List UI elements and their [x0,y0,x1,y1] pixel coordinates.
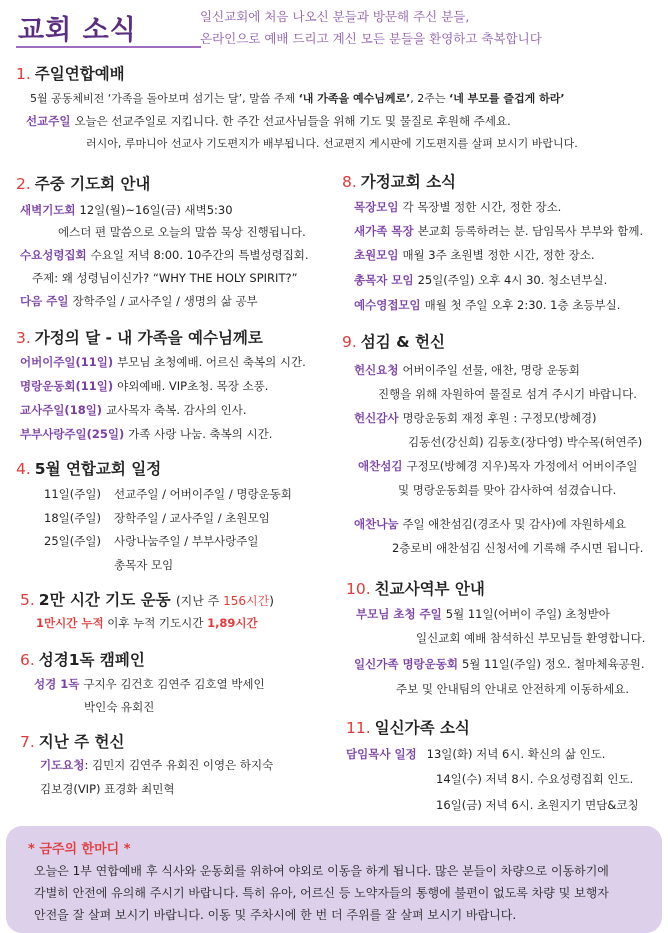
welcome-message [200,6,660,50]
s11-line-1: 담임목사 일정 13일(화) 저녁 6시. 확신의 삶 인도. [346,747,606,761]
s9-line-6: 및 명랑운동회를 맞아 감사하여 섬겼습니다. [398,483,617,497]
s8-line-2: 새가족 목장 본교회 등록하려는 분. 담임목사 부부와 함께. [354,224,644,238]
s11-line-3: 16일(금) 저녁 6시. 초원지기 면담&코칭 [436,798,639,812]
weekly-message-line-1: 오늘은 1부 연합예배 후 식사와 운동회를 위하여 야외로 이동을 하게 됩니다. 많은 분들이 차량으로 이동하기에 [34,864,609,878]
welcome-line-1: 일신교회에 처음 나오신 분들과 방문해 주신 분들, [200,9,470,24]
section-7-heading: 7. 지난 주 헌신 [20,733,125,751]
s3-line-3: 교사주일(18일) 교사목자 축복. 감사의 인사. [20,403,247,417]
s8-line-1: 목장모임 각 목장별 정한 시간, 정한 장소. [354,200,562,214]
s8-line-5: 예수영접모임 매월 첫 주일 오후 2:30. 1층 초등부실. [354,298,621,312]
s6-line-2: 박인숙 유회진 [84,700,155,714]
s3-line-1: 어버이주일(11일) 부모님 초청예배. 어르신 축복의 시간. [20,355,306,369]
weekly-message-line-2: 각별히 안전에 유의해 주시기 바랍니다. 특히 유아, 어르신 등 노약자들의 통행에 불편이 없도록 차량 및 보행자 [34,886,609,900]
s9-line-2: 진행을 위해 자원하여 물질로 섬겨 주시기 바랍니다. [378,387,637,401]
s11-line-2: 14일(수) 저녁 8시. 수요성령집회 인도. [436,772,634,786]
s4-row-1: 11일(주일) 선교주일 / 어버이주일 / 명랑운동회 [44,487,292,501]
s2-line-5: 다음 주일 장학주일 / 교사주일 / 생명의 삶 공부 [20,294,258,308]
section-5-heading: 5. 2만 시간 기도 운동 (지난 주 156시간) [20,591,274,609]
s3-line-4: 부부사랑주일(25일) 가족 사랑 나눔. 축복의 시간. [20,427,273,441]
page-title: 교회 소식 [18,15,137,46]
s2-line-1: 새벽기도회 12일(월)~16일(금) 새벽5:30 [20,203,233,217]
s1-line-1: 5월 공동체비전 ‘가족을 돌아보며 섬기는 달’, 말씀 주제 ‘내 가족을 예수님께로’, 2주는 ‘네 부모를 즐겁게 하라’ [30,92,565,105]
s7-line-2: 김보경(VIP) 표경화 최민혁 [40,782,175,796]
s2-line-2: 에스더 편 말씀으로 오늘의 말씀 묵상 진행됩니다. [58,225,306,239]
s10-line-3: 일신가족 명랑운동회 5월 11일(주일) 정오. 철마체육공원. [354,657,645,671]
s9-line-1: 헌신요청 어버이주일 선물, 애찬, 명랑 운동회 [354,363,580,377]
s4-row-3: 25일(주일) 사랑나눔주일 / 부부사랑주일 [44,534,259,548]
title-underline [16,46,201,48]
weekly-message-line-3: 안전을 잘 살펴 보시기 바랍니다. 이동 및 주차시에 한 번 더 주위를 잘 살펴 보시기 바랍니다. [34,908,517,922]
section-11-heading: 11. 일신가족 소식 [346,719,470,737]
s3-line-2: 명랑운동회(11일) 야외예배. VIP초청. 목장 소풍. [20,379,269,393]
welcome-line-2: 온라인으로 예배 드리고 계신 모든 분들을 환영하고 축복합니다 [200,31,542,46]
section-6-heading: 6. 성경1독 캠페인 [20,651,145,669]
section-2-heading: 2. 주중 기도회 안내 [16,175,151,193]
s8-line-4: 총목자 모임 25일(주일) 오후 4시 30. 청소년부실. [354,273,608,287]
s8-line-3: 초원모임 매월 3주 초원별 정한 시간, 정한 장소. [354,248,595,262]
s9-line-7: 애찬나눔 주일 애찬섬김(경조사 및 감사)에 자원하세요 [354,517,626,531]
weekly-message-box [6,826,662,933]
s2-line-3: 수요성령집회 수요일 저녁 8:00. 10주간의 특별성령집회. [20,248,309,262]
s7-line-1: 기도요청: 김민지 김연주 유회진 이영은 하지숙 [40,758,274,772]
s9-line-3: 헌신감사 명랑운동회 재정 후원 : 구정모(방혜경) [354,411,597,425]
s6-line-1: 성경 1독 구지우 김건호 김연주 김호열 박세인 [34,677,265,691]
s1-line-3: 러시아, 루마니아 선교사 기도편지가 배부됩니다. 선교편지 게시판에 기도편지를 살펴 보시기 바랍니다. [86,137,578,150]
s9-line-4: 김동선(강신희) 김동호(장다영) 박수목(허연주) [408,435,643,449]
section-9-heading: 9. 섬김 & 헌신 [342,333,445,351]
section-1-heading: 1. 주일연합예배 [16,65,125,83]
s1-line-2: 선교주일 오늘은 선교주일로 지킵니다. 한 주간 선교사님들을 위해 기도 및 물질로 후원해 주세요. [26,114,511,128]
s10-line-2: 일신교회 예배 참석하신 부모님들 환영합니다. [416,631,646,645]
section-3-heading: 3. 가정의 달 - 내 가족을 예수님께로 [16,329,263,347]
s9-line-5: 애찬섬김 구정모(방혜경 지우)목자 가정에서 어버이주일 [358,459,638,473]
weekly-message-body [34,860,654,926]
s10-line-4: 주보 및 안내팀의 안내로 안전하게 이동하세요. [396,682,630,696]
s9-line-8: 2층로비 애찬섬김 신청서에 기록해 주시면 됩니다. [392,541,644,555]
s4-row-2: 18일(주일) 장학주일 / 교사주일 / 초원모임 [44,511,270,525]
s5-line-1: 1만시간 누적 이후 누적 기도시간 1,89시간 [36,616,258,630]
section-10-heading: 10. 친교사역부 안내 [346,580,485,598]
weekly-message-title: * 금주의 한마디 * [28,842,131,857]
section-4-heading: 4. 5월 연합교회 일정 [16,460,162,478]
s10-line-1: 부모님 초청 주일 5월 11일(어버이 주일) 초청받아 [356,607,610,621]
s4-row-4: 총목자 모임 [114,558,174,572]
s2-line-4: 주제: 왜 성령님이신가? “WHY THE HOLY SPIRIT?” [32,271,298,285]
section-8-heading: 8. 가정교회 소식 [342,173,457,191]
